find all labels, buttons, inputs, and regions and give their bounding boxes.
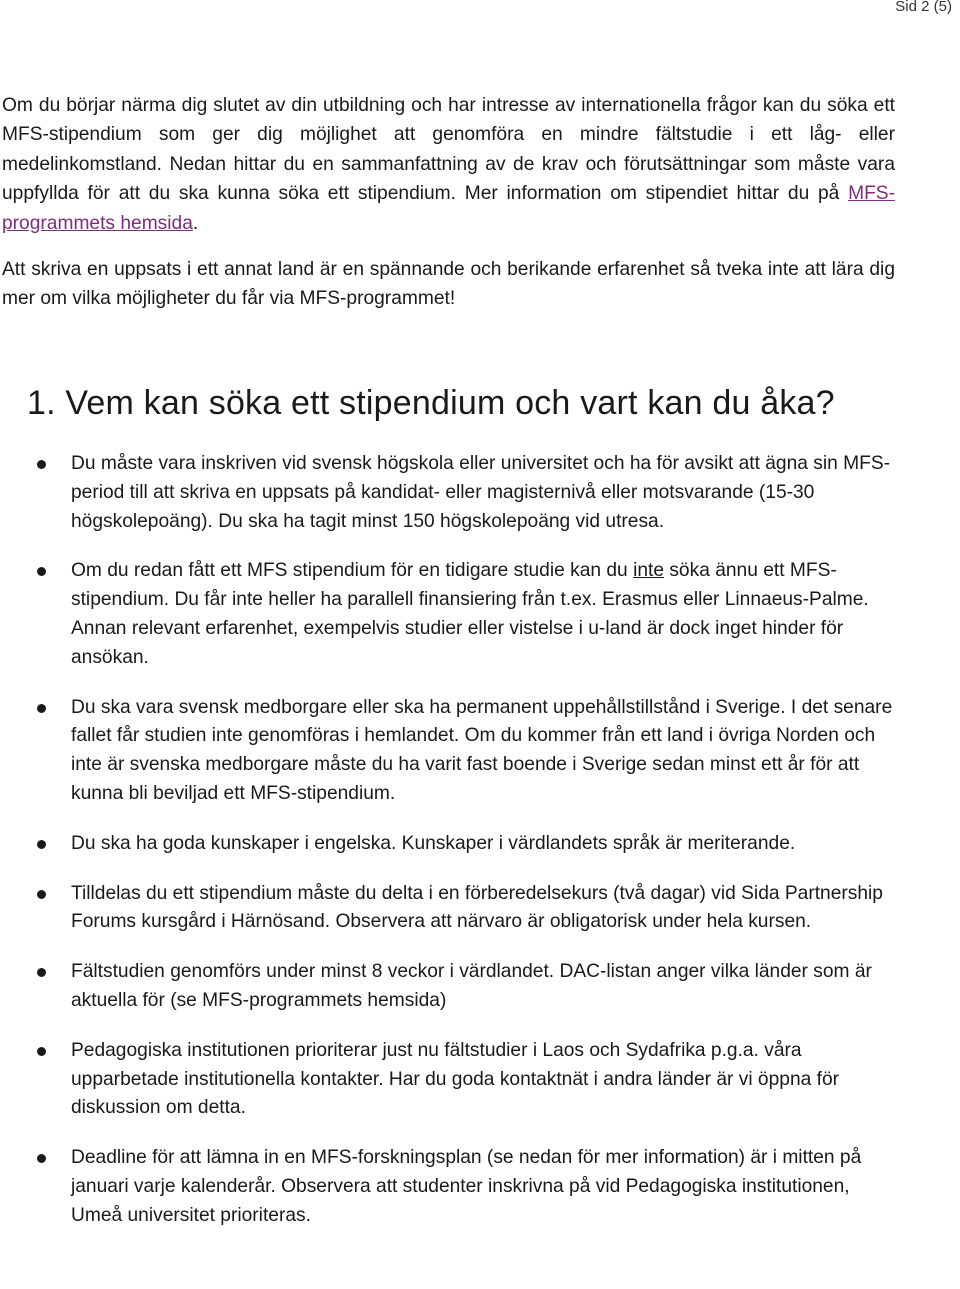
bullet-icon [37, 968, 46, 977]
list-item [0, 450, 900, 536]
list-item-text: Om du redan fått ett MFS stipendium för en tidigare studie kan du [71, 560, 634, 582]
list-item [0, 880, 900, 938]
list-item-text: Pedagogiska institutionen prioriterar just nu fältstudier i Laos och Sydafrika p.g.a. våra upparbetade institutionella kontakter. Har du goda kontaktnät i andra länder är vi öppna för diskussion om detta. [71, 1039, 840, 1119]
page-number: Sid 2 (5) [895, 0, 952, 15]
list-item [0, 1144, 900, 1230]
underlined-word: inte [633, 560, 664, 582]
list-item [0, 557, 900, 672]
intro-paragraph-2: Att skriva en uppsats i ett annat land är en spännande och berikande erfarenhet så tveka inte att lära dig mer om vilka möjligheter du får via MFS-programmet! [2, 259, 895, 310]
section-heading: 1. Vem kan söka ett stipendium och vart kan du åka? [27, 384, 835, 422]
bullet-icon [37, 840, 46, 849]
bullet-icon [37, 567, 46, 576]
list-item-text: Du ska vara svensk medborgare eller ska ha permanent uppehållstillstånd i Sverige. I det senare fallet får studien inte genomföras i hemlandet. Om du kommer från ett land i övriga Norden och inte är svenska medborgare måste du ha varit fast boende i Sverige sedan minst ett år för att kunna bli beviljad ett MFS-stipendium. [71, 696, 893, 804]
intro-paragraph [2, 91, 895, 238]
list-item-text: Deadline för att lämna in en MFS-forskningsplan (se nedan för mer information) är i mitten på januari varje kalenderår. Observera att studenter inskrivna på vid Pedagogiska institutionen, Umeå universitet prioriteras. [71, 1147, 862, 1226]
bullet-icon [37, 890, 46, 899]
bullet-icon [37, 1154, 46, 1163]
list-item [0, 1037, 900, 1123]
list-item-text: Tilldelas du ett stipendium måste du delta i en förberedelsekurs (två dagar) vid Sida Partnership Forums kursgård i Härnösand. Observera att närvaro är obligatorisk under hela kursen. [71, 882, 883, 933]
list-item-text: Fältstudien genomförs under minst 8 veckor i värdlandet. DAC-listan anger vilka länder som är aktuella för (se MFS-programmets hemsida) [71, 961, 872, 1011]
list-item-text: Du ska ha goda kunskaper i engelska. Kunskaper i värdlandets språk är meriterande. [71, 832, 796, 854]
list-item-text: söka ännu ett MFS-stipendium. Du får inte heller ha parallell finansiering från t.ex. Erasmus eller Linnaeus-Palme. Annan relevant erfarenhet, exempelvis studier eller vistelse i u-land är dock inget hinder för ansökan. [71, 560, 869, 668]
bullet-icon [37, 1047, 46, 1056]
mfs-homepage-link[interactable]: MFS-programmets hemsida [2, 183, 895, 234]
list-item [0, 958, 900, 1016]
list-item-text: Du måste vara inskriven vid svensk högskola eller universitet och ha för avsikt att ägna sin MFS-period till att skriva en uppsats på kandidat- eller magisternivå eller motsvarande (15-30 högskolepoäng). Du ska ha tagit minst 150 högskolepoäng vid utresa. [71, 453, 891, 532]
list-item [0, 830, 900, 859]
bullet-icon [37, 460, 46, 469]
intro-period: . [192, 212, 199, 234]
bullet-icon [37, 704, 46, 713]
requirements-list [0, 450, 900, 1252]
list-item [0, 694, 900, 809]
intro-text: Om du börjar närma dig slutet av din utbildning och har intresse av internationella frågor kan du söka ett MFS-stipendium som ger dig möjlighet att genomföra en mindre fältstudie i ett låg- eller medelinkomstland. Nedan hittar du en sammanfattning av de krav och förutsättningar som måste vara uppfyllda för att du ska kunna söka ett stipendium. Mer information om stipendiet hittar du på [2, 95, 895, 205]
